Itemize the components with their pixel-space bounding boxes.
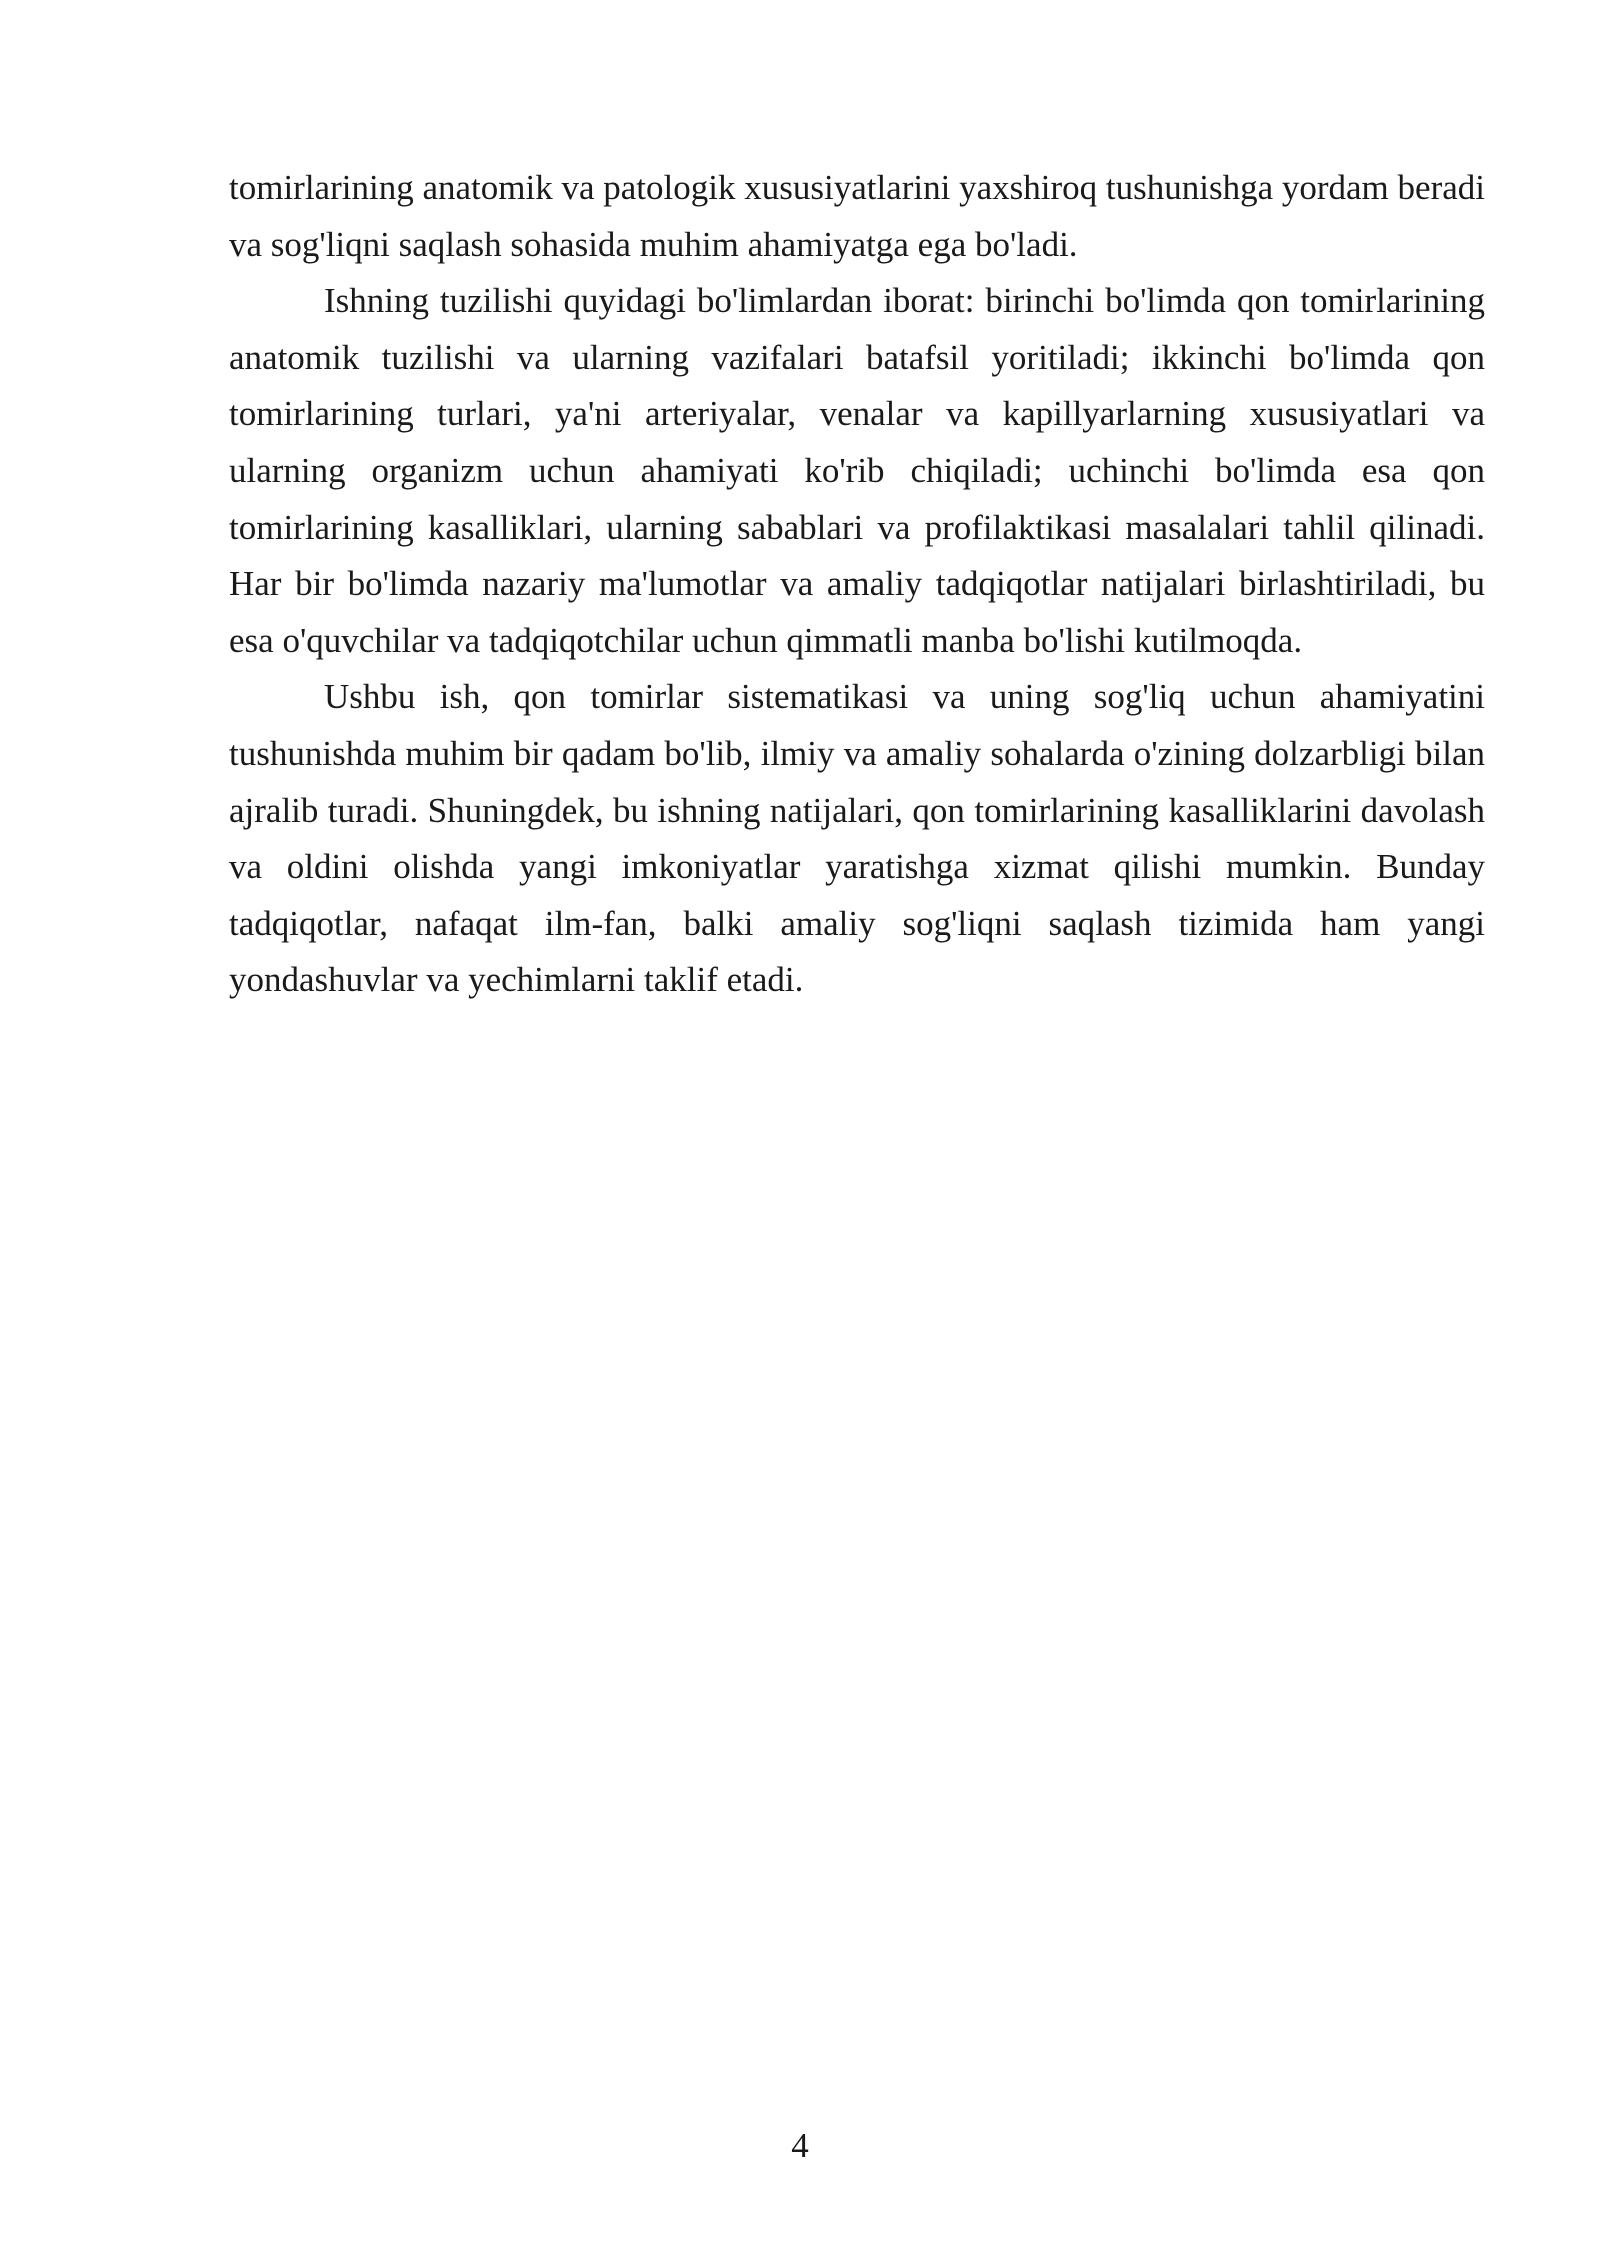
page-number: 4 — [791, 2126, 809, 2165]
paragraph-conclusion: Ushbu ish, qon tomirlar sistematikasi va uning sog'liq uchun ahamiyatini tushunishda muhim bir qadam bo'lib, ilmiy va amaliy sohalarda o'zining dolzarbligi bilan ajralib turadi. Shuningdek, bu ishning natijalari, qon tomirlarining kasalliklarini davolash va oldini olishda yangi imkoniyatlar yaratishga xizmat qilishi mumkin. Bunday tadqiqotlar, nafaqat ilm-fan, balki amaliy sog'liqni saqlash tizimida ham yangi yondashuvlar va yechimlarni taklif etadi. — [229, 677, 1485, 1000]
body-text — [229, 160, 1485, 1009]
paragraph-structure: Ishning tuzilishi quyidagi bo'limlardan iborat: birinchi bo'limda qon tomirlarining anatomik tuzilishi va ularning vazifalari batafsil yoritiladi; ikkinchi bo'limda qon tomirlarining turlari, ya'ni arteriyalar, venalar va kapillyarlarning xususiyatlari va ularning organizm uchun ahamiyati ko'rib chiqiladi; uchinchi bo'limda esa qon tomirlarining kasalliklari, ularning sabablari va profilaktikasi masalalari tahlil qilinadi. Har bir bo'limda nazariy ma'lumotlar va amaliy tadqiqotlar natijalari birlashtiriladi, bu esa o'quvchilar va tadqiqotchilar uchun qimmatli manba bo'lishi kutilmoqda. — [229, 281, 1485, 660]
paragraph-continuation: tomirlarining anatomik va patologik xususiyatlarini yaxshiroq tushunishga yordam beradi va sog'liqni saqlash sohasida muhim ahamiyatga ega bo'ladi. — [229, 168, 1485, 264]
